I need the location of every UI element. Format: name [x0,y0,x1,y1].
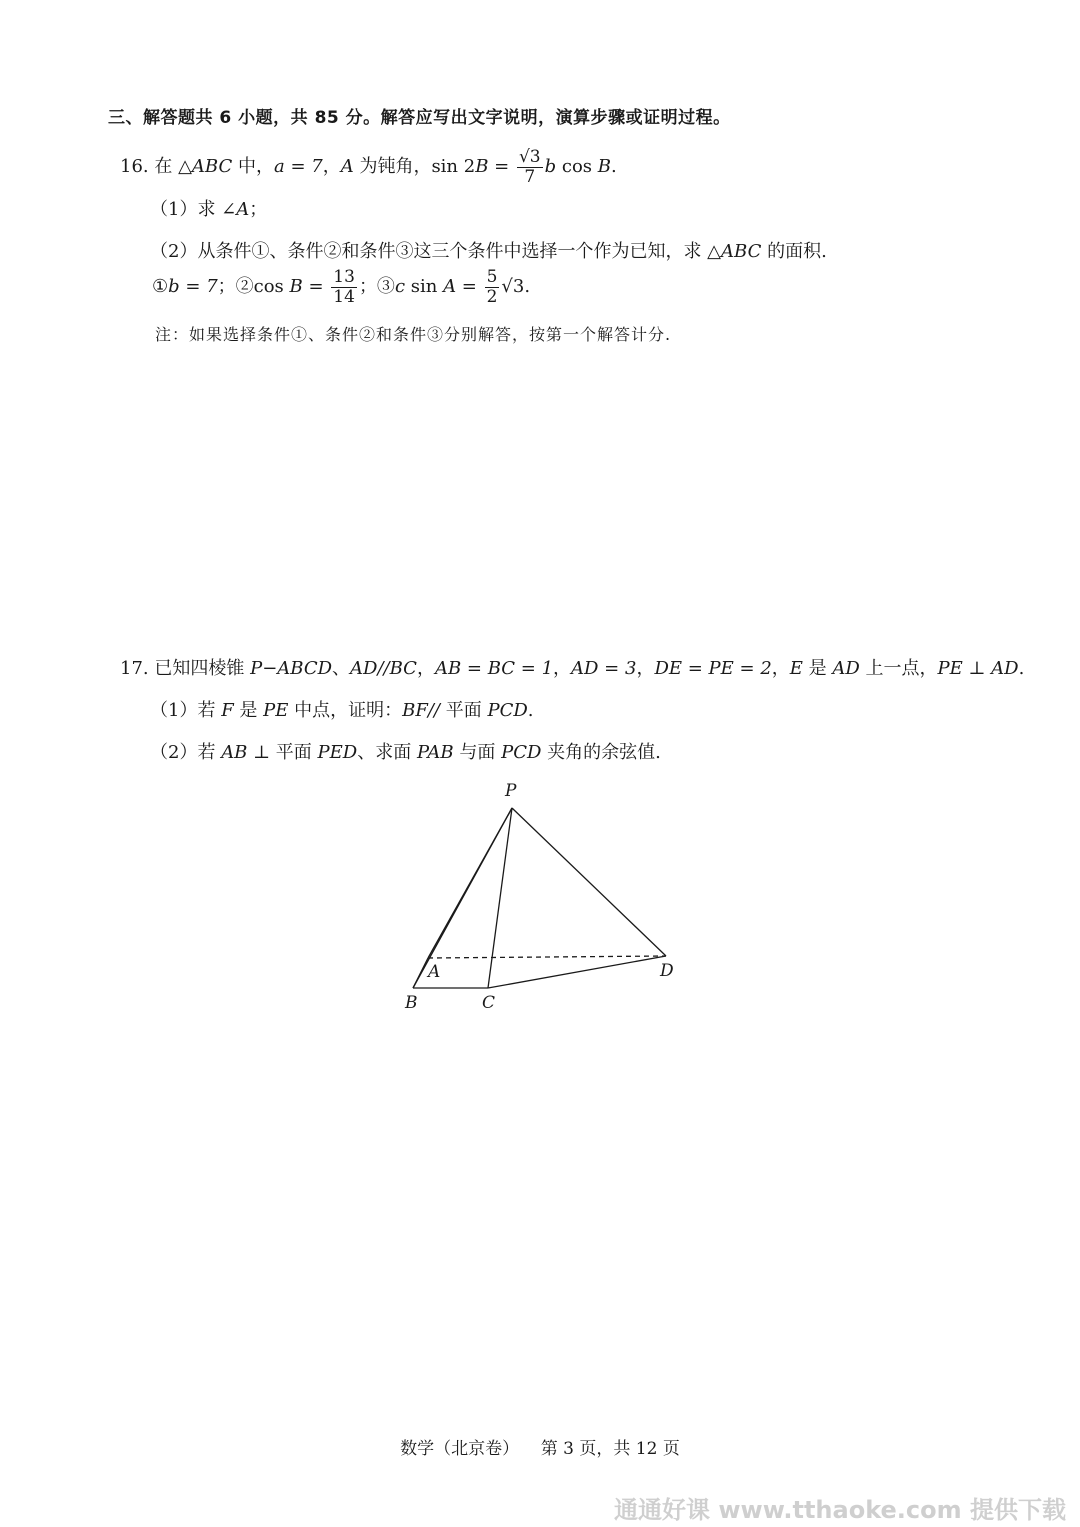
label-B: B [405,993,418,1013]
section-heading: 三、解答题共 6 小题，共 85 分。解答应写出文字说明，演算步骤或证明过程。 [108,108,731,128]
fraction-sqrt3-over-7: $\frac{√3}{7}$ [518,147,541,187]
q16-part2: （2）从条件①、条件②和条件③这三个条件中选择一个作为已知，求 △ABC 的面积. [150,241,827,262]
q16-conditions: ①b = 7；②cos B = $\frac{13}{14}$ ；③c sin A = $\frac{5}{2}$ √3. [152,267,531,307]
label-P: P [505,781,517,801]
label-C: C [482,993,496,1013]
watermark: 通通好课 www.tthaoke.com 提供下载 [614,1496,1066,1524]
fraction-13-over-14: $\frac{13}{14}$ [333,267,355,307]
page-footer: 数学（北京卷） 第 3 页，共 12 页 [400,1439,680,1459]
edge-CD [488,956,666,988]
q16-stem: 16. 在 △ABC 中，a = 7，A 为钝角，sin 2B = $\frac{√3}{7}$ b cos B. [120,147,617,187]
edge-AD-hidden [428,956,666,958]
edge-PC [488,808,512,988]
q16-part1: （1）求 ∠A； [150,199,268,220]
q17-part1: （1）若 F 是 PE 中点，证明：BF// 平面 PCD. [150,700,534,721]
q17-stem: 17. 已知四棱锥 P−ABCD、AD//BC，AB = BC = 1，AD = 3，DE = PE = 2，E 是 AD 上一点，PE ⊥ AD. [120,658,1025,679]
q16-note: 注：如果选择条件①、条件②和条件③分别解答，按第一个解答计分. [155,325,672,344]
label-A: A [428,962,441,982]
edge-AB [413,958,428,988]
edge-PA [428,808,512,958]
label-D: D [660,961,674,981]
q17-part2: （2）若 AB ⊥ 平面 PED、求面 PAB 与面 PCD 夹角的余弦值. [150,742,661,763]
fraction-5-over-2: $\frac{5}{2}$ [486,267,498,307]
edge-PD [512,808,666,956]
pyramid-figure [380,770,700,1030]
